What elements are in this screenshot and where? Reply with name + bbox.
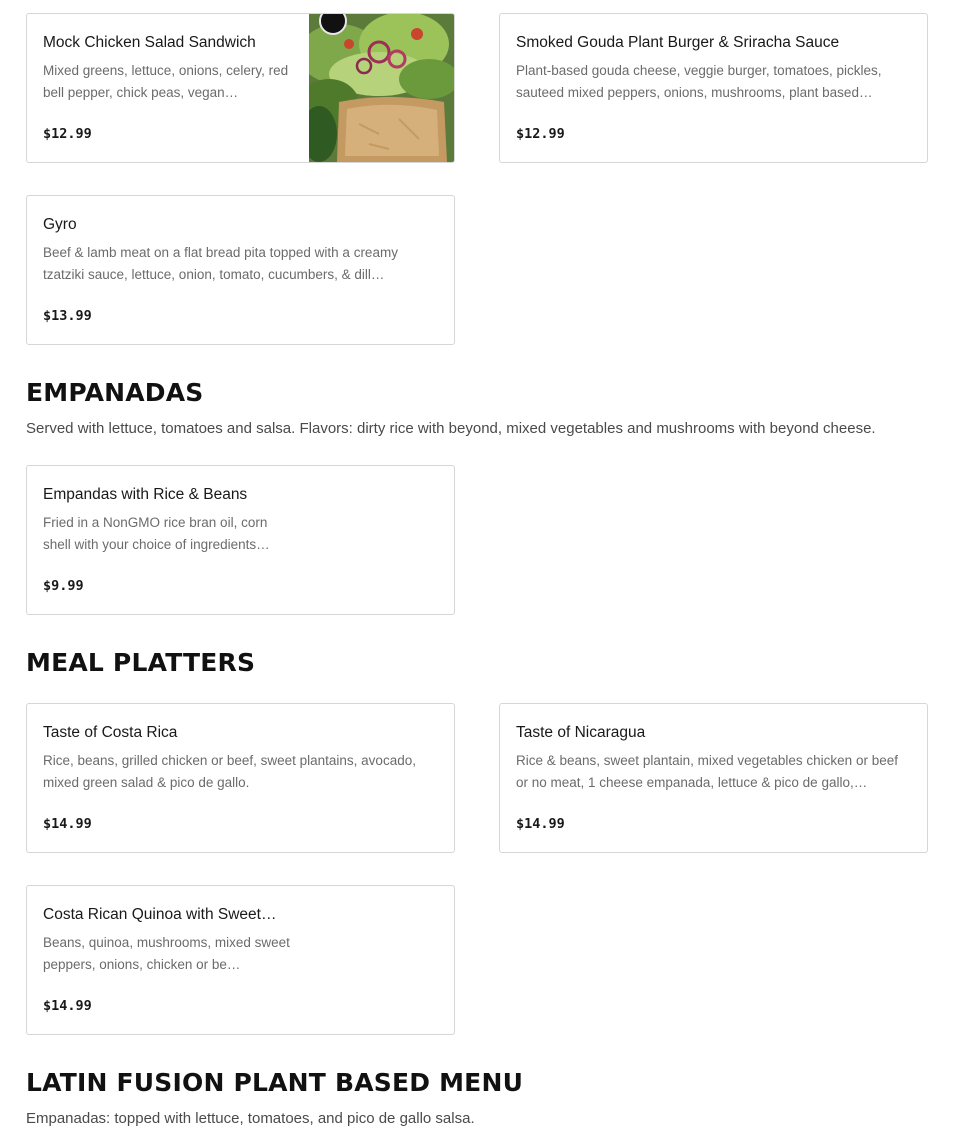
menu-item-card[interactable]	[499, 703, 928, 853]
menu-item-name: Costa Rican Quinoa with Sweet…	[43, 906, 277, 923]
menu-item-price: $14.99	[516, 816, 565, 832]
menu-item-price: $12.99	[516, 126, 565, 142]
menu-item-card[interactable]	[26, 195, 455, 345]
menu-item-photo	[309, 14, 454, 162]
menu-item-description: Mixed greens, lettuce, onions, celery, red bell pepper, chick peas, vegan…	[43, 63, 289, 100]
menu-item-card[interactable]	[26, 885, 455, 1035]
menu-item-price: $14.99	[43, 998, 92, 1014]
menu-item-name: Empandas with Rice & Beans	[43, 486, 248, 503]
menu-item-price: $13.99	[43, 308, 92, 324]
menu-item-price: $12.99	[43, 126, 92, 142]
menu-item-name: Taste of Nicaragua	[516, 724, 646, 741]
section-description-empanadas: Served with lettuce, tomatoes and salsa. Flavors: dirty rice with beyond, mixed vegetables and mushrooms with beyond cheese.	[26, 420, 876, 437]
menu-item-name: Gyro	[43, 216, 77, 233]
menu-item-description: Plant-based gouda cheese, veggie burger, tomatoes, pickles, sauteed mixed peppers, onions, mushrooms, plant based…	[516, 63, 882, 100]
menu-item-name: Smoked Gouda Plant Burger & Sriracha Sauce	[516, 34, 840, 51]
menu-item-description: Beans, quinoa, mushrooms, mixed sweet peppers, onions, chicken or be…	[43, 935, 290, 972]
menu-item-card[interactable]	[26, 703, 455, 853]
menu-item-card[interactable]	[499, 13, 928, 163]
menu-item-card[interactable]	[26, 13, 455, 163]
menu-item-name: Taste of Costa Rica	[43, 724, 178, 741]
menu-item-description: Fried in a NonGMO rice bran oil, corn shell with your choice of ingredients…	[43, 515, 270, 552]
menu-item-card[interactable]	[26, 465, 455, 615]
menu-item-price: $14.99	[43, 816, 92, 832]
menu-item-description: Rice, beans, grilled chicken or beef, sweet plantains, avocado, mixed green salad & pico de gallo.	[43, 753, 416, 790]
section-title-empanadas: EMPANADAS	[26, 378, 204, 407]
section-title-meal-platters: MEAL PLATTERS	[26, 648, 256, 677]
menu-item-description: Beef & lamb meat on a flat bread pita topped with a creamy tzatziki sauce, lettuce, onion, tomato, cucumbers, & dill…	[43, 245, 398, 282]
menu-item-name: Mock Chicken Salad Sandwich	[43, 34, 256, 51]
menu-item-price: $9.99	[43, 578, 84, 594]
menu-item-description: Rice & beans, sweet plantain, mixed vegetables chicken or beef or no meat, 1 cheese empanada, lettuce & pico de gallo,…	[516, 753, 898, 790]
section-title-latin-fusion: LATIN FUSION PLANT BASED MENU	[26, 1068, 524, 1097]
section-description-latin-fusion: Empanadas: topped with lettuce, tomatoes, and pico de gallo salsa.	[26, 1110, 475, 1127]
